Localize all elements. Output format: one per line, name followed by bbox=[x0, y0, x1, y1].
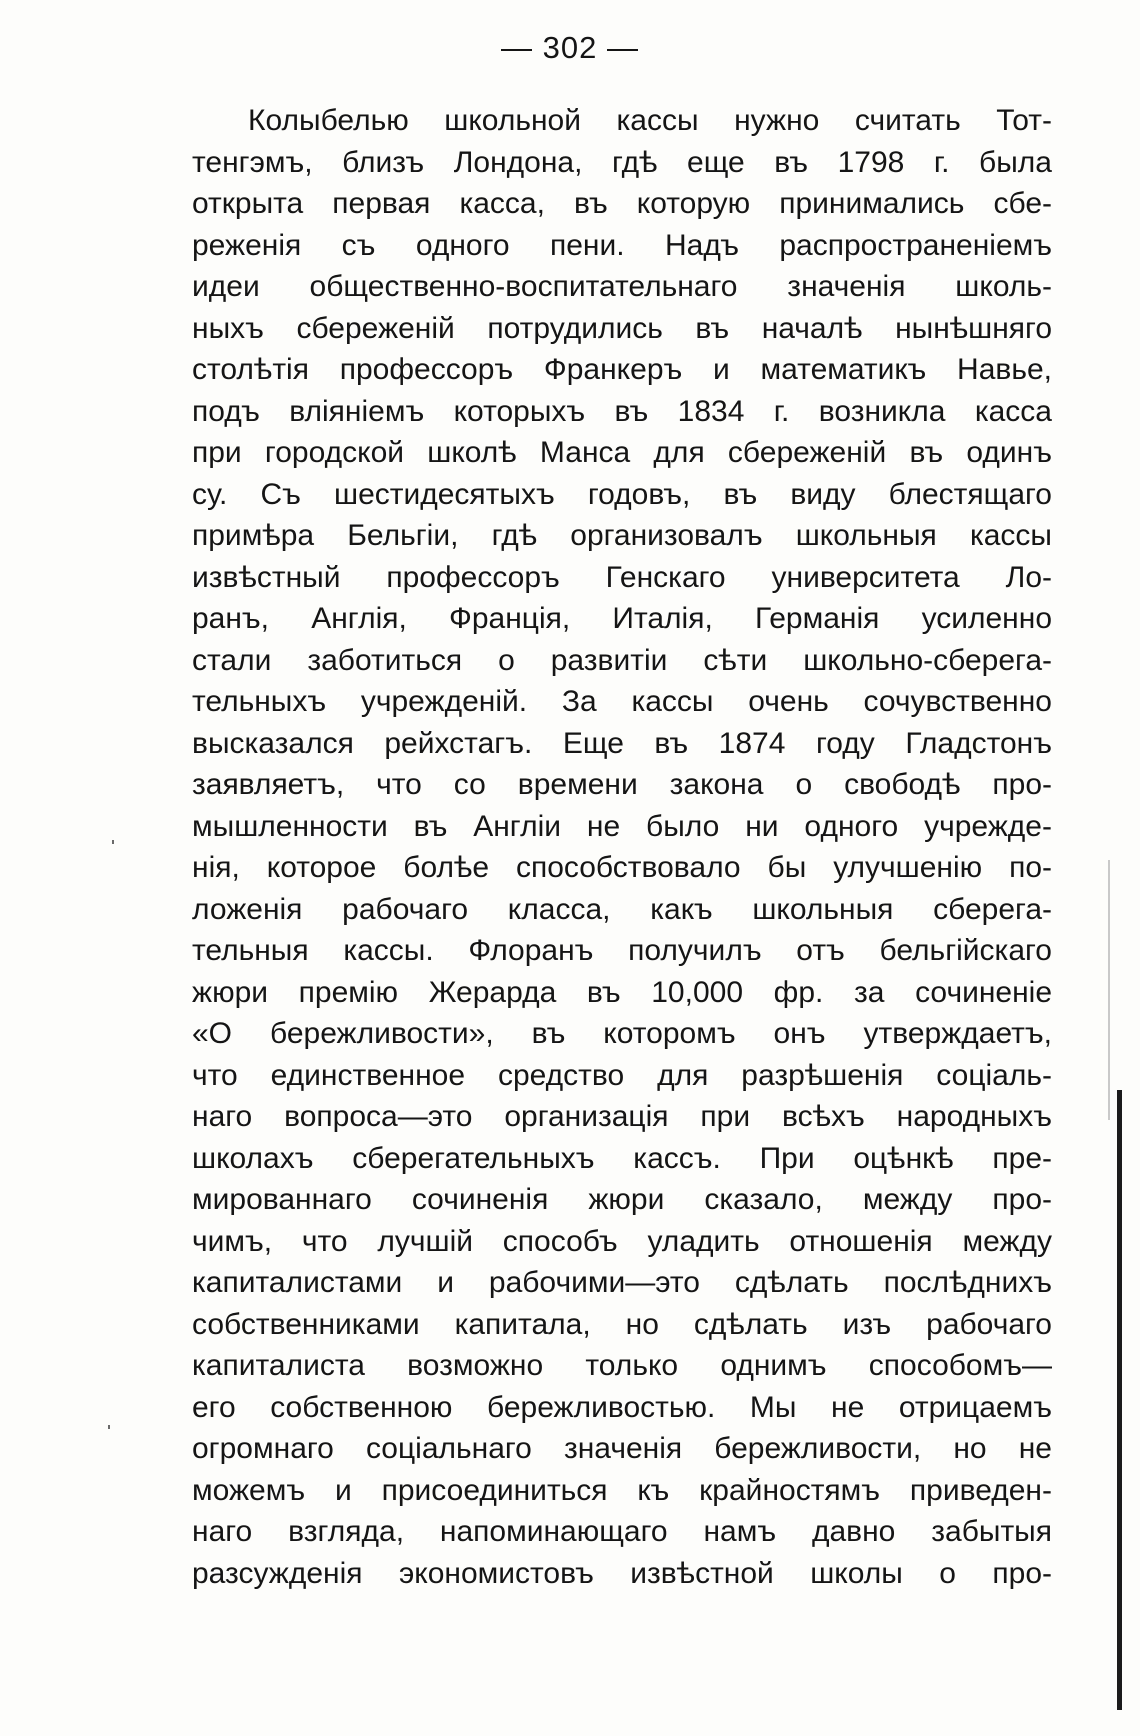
text-line: жюри премію Жерарда въ 10,000 фр. за сочиненіе bbox=[192, 975, 1052, 1009]
text-line: тельныя кассы. Флоранъ получилъ отъ бельгійскаго bbox=[192, 934, 1052, 967]
text-line: заявляетъ, что со времени закона о свободѣ про- bbox=[192, 768, 1052, 801]
text-line: идеи общественно-воспитательнаго значенія школь- bbox=[192, 270, 1052, 303]
text-line: нія, которое болѣе способствовало бы улучшенію по- bbox=[192, 851, 1052, 884]
text-line: его собственною бережливостью. Мы не отрицаемъ bbox=[192, 1390, 1052, 1424]
text-line: тенгэмъ, близъ Лондона, гдѣ еще въ 1798 г. была bbox=[192, 145, 1052, 179]
text-line: можемъ и присоединиться къ крайностямъ приведен- bbox=[192, 1473, 1052, 1507]
body-paragraph bbox=[192, 100, 1052, 1594]
text-line: су. Съ шестидесятыхъ годовъ, въ виду блестящаго bbox=[192, 477, 1052, 511]
text-line: реженія съ одного пени. Надъ распространеніемъ bbox=[192, 228, 1052, 262]
text-line: подъ вліяніемъ которыхъ въ 1834 г. возникла касса bbox=[192, 394, 1052, 428]
text-line: огромнаго соціальнаго значенія бережливости, но не bbox=[192, 1432, 1052, 1465]
text-line: что единственное средство для разрѣшенія соціаль- bbox=[192, 1058, 1052, 1092]
text-line: наго вопроса—это организація при всѣхъ народныхъ bbox=[192, 1100, 1052, 1133]
text-line: открыта первая касса, въ которую принимались сбе- bbox=[192, 187, 1052, 220]
page-edge-shadow bbox=[1108, 860, 1110, 1120]
text-line: тельныхъ учрежденій. За кассы очень сочувственно bbox=[192, 685, 1052, 718]
text-line: чимъ, что лучшій способъ уладить отношенія между bbox=[192, 1224, 1052, 1258]
page-number: — 302 — bbox=[501, 30, 639, 65]
text-line: извѣстный профессоръ Генскаго университета Ло- bbox=[192, 560, 1052, 594]
scan-speck bbox=[112, 840, 114, 844]
text-line: мированнаго сочиненія жюри сказало, между про- bbox=[192, 1183, 1052, 1216]
text-line: высказался рейхстагъ. Еще въ 1874 году Гладстонъ bbox=[192, 726, 1052, 760]
text-line: разсужденія экономистовъ извѣстной школы о про- bbox=[192, 1556, 1052, 1590]
text-line: Колыбелью школьной кассы нужно считать Тот- bbox=[248, 104, 1052, 137]
text-line: стали заботиться о развитіи сѣти школьно-сберега- bbox=[192, 643, 1052, 677]
text-line: школахъ сберегательныхъ кассъ. При оцѣнкѣ пре- bbox=[192, 1141, 1052, 1175]
text-line: ложенія рабочаго класса, какъ школьныя сберега- bbox=[192, 892, 1052, 926]
text-line: «О бережливости», въ которомъ онъ утверждаетъ, bbox=[192, 1017, 1052, 1050]
scan-speck bbox=[108, 1425, 110, 1429]
text-line: ранъ, Англія, Франція, Италія, Германія усиленно bbox=[192, 602, 1052, 635]
text-line: примѣра Бельгіи, гдѣ организовалъ школьныя кассы bbox=[192, 519, 1052, 552]
page-edge-binding bbox=[1117, 1090, 1122, 1710]
text-line: ныхъ сбереженій потрудились въ началѣ нынѣшняго bbox=[192, 311, 1052, 345]
text-line: капиталиста возможно только однимъ способомъ— bbox=[192, 1349, 1052, 1382]
text-line: наго взгляда, напоминающаго намъ давно забытыя bbox=[192, 1515, 1052, 1548]
text-line: собственниками капитала, но сдѣлать изъ рабочаго bbox=[192, 1307, 1052, 1341]
text-line: мышленности въ Англіи не было ни одного учрежде- bbox=[192, 809, 1052, 843]
text-line: столѣтія профессоръ Франкеръ и математикъ Навье, bbox=[192, 353, 1052, 386]
text-line: капиталистами и рабочими—это сдѣлать послѣднихъ bbox=[192, 1266, 1052, 1299]
text-line: при городской школѣ Манса для сбереженій въ одинъ bbox=[192, 436, 1052, 469]
